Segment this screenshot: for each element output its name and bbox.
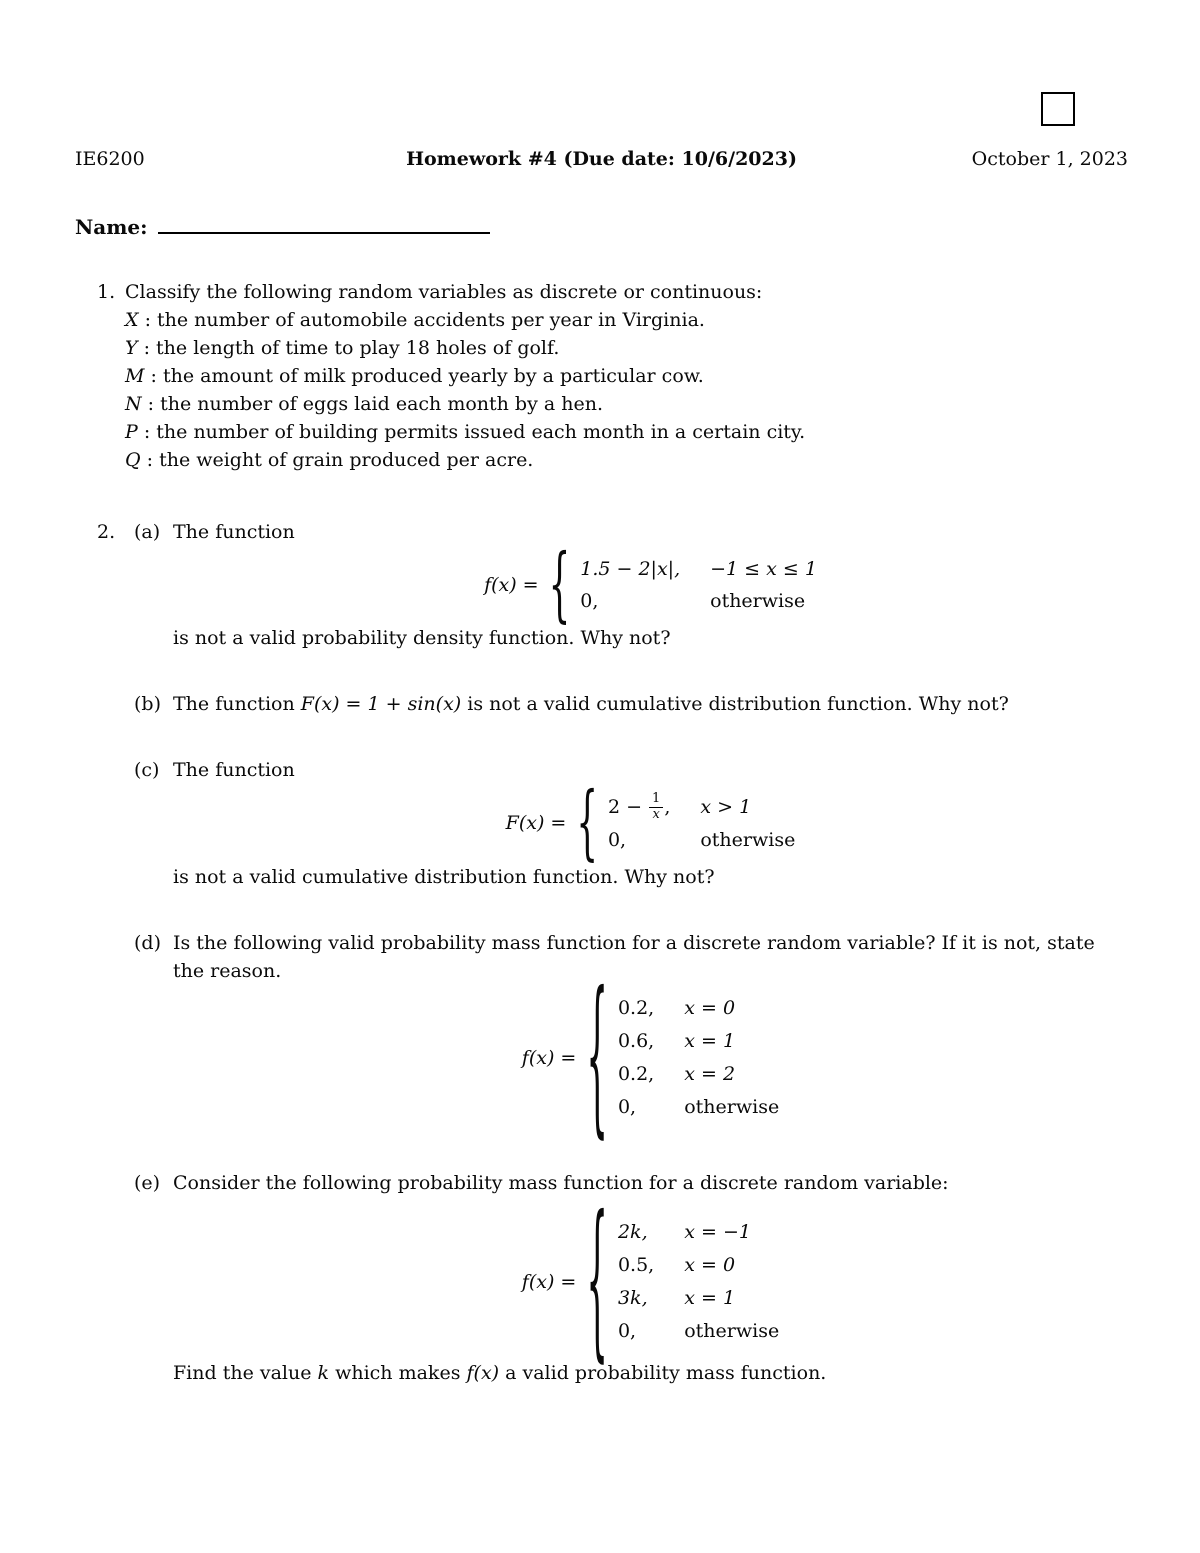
rv-symbol: X — [125, 309, 139, 331]
case-value: 0.2, — [617, 996, 655, 1019]
left-brace-icon: { — [586, 957, 608, 1158]
cases-rows — [618, 1217, 779, 1347]
name-blank-line — [158, 213, 490, 234]
outro-text: Find the value — [173, 1361, 312, 1384]
corner-checkbox — [1041, 92, 1075, 126]
case-condition: x = 2 — [684, 1062, 736, 1085]
formula-lhs: f(x) = — [521, 1270, 577, 1293]
part-d-intro: Is the following valid probability mass function for a discrete random variable? If it is not, state the reason. — [173, 931, 1095, 982]
left-brace-icon: { — [586, 1181, 608, 1382]
part-c-content — [173, 756, 1128, 891]
outro-math-fx: f(x) — [466, 1361, 500, 1384]
formula-lhs: F(x) = — [505, 812, 567, 835]
part-d-label: (d) — [134, 931, 161, 954]
fraction — [649, 792, 663, 823]
cases-rows — [580, 554, 817, 616]
case-value: 0, — [580, 590, 599, 612]
part-b-post: is not a valid cumulative distribution function. Why not? — [467, 693, 1009, 715]
case-condition: x = −1 — [684, 1220, 751, 1243]
part-c-label: (c) — [134, 759, 160, 781]
part-e-outro — [173, 1359, 1128, 1387]
rv-item — [125, 446, 1128, 474]
cases-rows — [608, 792, 795, 855]
cases-rows — [618, 993, 779, 1123]
case-condition: x = 1 — [684, 1029, 736, 1052]
case-value: 0, — [617, 1319, 637, 1342]
rv-symbol: N — [125, 393, 142, 415]
cases-block — [586, 957, 780, 1158]
cases-block — [548, 537, 817, 633]
part-b — [134, 690, 1128, 718]
part-d-formula — [173, 957, 1128, 1158]
course-code: IE6200 — [75, 148, 145, 170]
case-condition: x = 0 — [684, 996, 736, 1019]
rv-text: : the weight of grain produced per acre. — [146, 449, 534, 471]
rv-item — [125, 418, 1128, 446]
case-value — [608, 792, 670, 823]
formula-lhs: f(x) = — [484, 574, 539, 596]
fraction-denominator: x — [652, 806, 660, 822]
rv-text: : the amount of milk produced yearly by a particular cow. — [150, 365, 704, 387]
part-d-content — [173, 929, 1128, 1158]
part-b-label: (b) — [134, 693, 161, 715]
rv-text: : the length of time to play 18 holes of golf. — [143, 337, 560, 359]
outro-text: a valid probability mass function. — [505, 1361, 827, 1384]
part-c-formula — [173, 775, 1128, 872]
cases-block — [576, 775, 796, 872]
page-title: Homework #4 (Due date: 10/6/2023) — [406, 148, 797, 170]
rv-text: : the number of eggs laid each month by a hen. — [147, 393, 603, 415]
case-condition: otherwise — [684, 1095, 780, 1118]
case-condition: otherwise — [684, 1319, 780, 1342]
problem-2-body — [134, 518, 1128, 1387]
part-a-outro: is not a valid probability density function. Why not? — [173, 627, 671, 649]
problem-1-number: 1. — [97, 281, 116, 303]
outro-text: which makes — [335, 1361, 461, 1384]
rv-item — [125, 334, 1128, 362]
left-brace-icon: { — [548, 537, 571, 633]
case-value: 0, — [617, 1095, 637, 1118]
part-c — [134, 756, 1128, 891]
case-condition: −1 ≤ x ≤ 1 — [710, 558, 817, 580]
problem-2 — [75, 518, 1128, 1387]
case-condition: otherwise — [700, 828, 796, 851]
problem-1-intro: Classify the following random variables as discrete or continuous: — [125, 281, 763, 303]
part-c-outro: is not a valid cumulative distribution function. Why not? — [173, 865, 715, 888]
part-b-content — [173, 690, 1128, 718]
page-header — [75, 145, 1128, 173]
formula-lhs: f(x) = — [521, 1046, 577, 1069]
case-condition: otherwise — [710, 590, 806, 612]
part-d — [134, 929, 1128, 1158]
rv-text: : the number of automobile accidents per year in Virginia. — [144, 309, 705, 331]
part-b-pre: The function — [173, 693, 295, 715]
rv-item — [125, 362, 1128, 390]
part-a-content — [173, 518, 1128, 652]
case-value: 0.2, — [617, 1062, 655, 1085]
part-e-label: (e) — [134, 1171, 161, 1194]
problem-2-number: 2. — [97, 521, 116, 543]
case-value: 3k, — [617, 1286, 648, 1309]
rv-item — [125, 306, 1128, 334]
part-e — [134, 1169, 1128, 1387]
part-b-math: F(x) = 1 + sin(x) — [300, 693, 462, 715]
problem-1 — [75, 278, 1128, 474]
rv-symbol: Q — [125, 449, 141, 471]
rv-text: : the number of building permits issued each month in a certain city. — [143, 421, 806, 443]
case-value: 2k, — [617, 1220, 648, 1243]
case-value: 0.6, — [617, 1029, 655, 1052]
outro-math-k: k — [317, 1361, 330, 1384]
case-condition: x = 0 — [684, 1253, 736, 1276]
case-value: 1.5 − 2|x|, — [580, 558, 681, 580]
case-value: 0, — [607, 828, 627, 851]
left-brace-icon: { — [576, 775, 598, 872]
part-a-formula — [173, 537, 1128, 633]
part-e-intro: Consider the following probability mass function for a discrete random variable: — [173, 1171, 949, 1194]
rv-symbol: Y — [125, 337, 138, 359]
rv-item — [125, 390, 1128, 418]
case-condition: x > 1 — [700, 796, 752, 818]
case-condition: x = 1 — [684, 1286, 736, 1309]
name-row — [75, 213, 1128, 242]
header-date: October 1, 2023 — [971, 148, 1128, 170]
fraction-numerator: 1 — [649, 792, 663, 808]
problem-1-body — [125, 278, 1128, 474]
part-a — [134, 518, 1128, 652]
rv-symbol: M — [125, 365, 145, 387]
frac-post: , — [664, 796, 671, 819]
part-e-content — [173, 1169, 1128, 1387]
part-a-intro: The function — [173, 521, 295, 543]
case-value: 0.5, — [617, 1253, 655, 1276]
name-label: Name: — [75, 215, 148, 239]
part-c-intro: The function — [173, 759, 295, 781]
part-a-label: (a) — [134, 521, 161, 543]
rv-symbol: P — [125, 421, 138, 443]
frac-pre: 2 − — [607, 796, 643, 819]
